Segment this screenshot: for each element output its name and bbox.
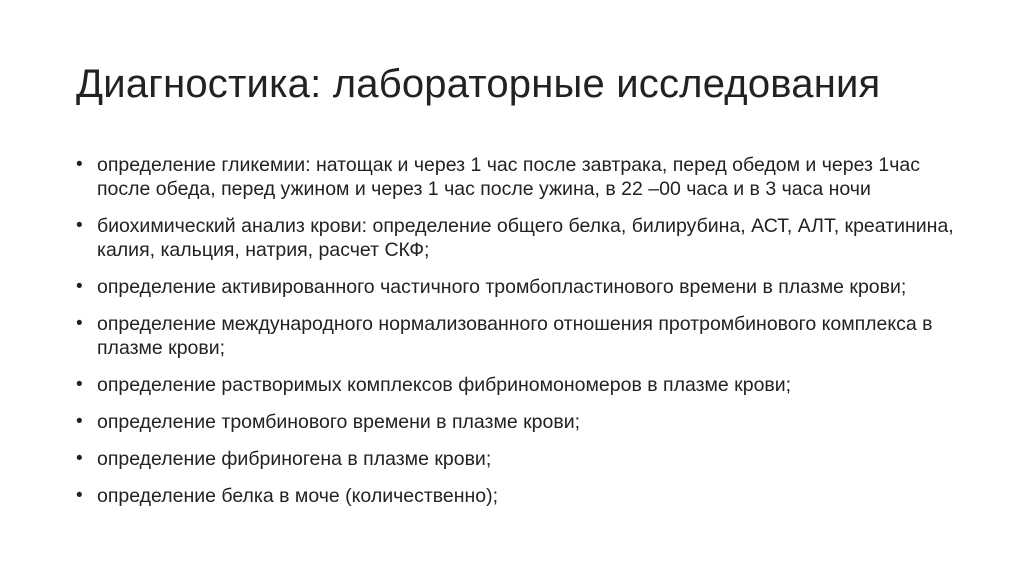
slide-title: Диагностика: лабораторные исследования [76, 62, 881, 106]
bullet-icon: • [76, 154, 83, 175]
bullet-text: определение фибриногена в плазме крови; [97, 448, 492, 470]
bullet-icon: • [76, 448, 83, 469]
bullet-text: определение растворимых комплексов фибриномономеров в плазме крови; [97, 374, 792, 396]
bullet-icon: • [76, 215, 83, 236]
bullet-icon: • [76, 411, 83, 432]
bullet-item [76, 447, 956, 471]
bullet-icon: • [76, 374, 83, 395]
bullet-icon: • [76, 313, 83, 334]
bullet-item [76, 484, 956, 508]
bullet-item [76, 373, 956, 397]
bullet-text: определение международного нормализованного отношения протромбинового комплекса в плазме крови; [97, 313, 933, 359]
bullet-icon: • [76, 485, 83, 506]
bullet-text: биохимический анализ крови: определение общего белка, билирубина, АСТ, АЛТ, креатинина, калия, кальция, натрия, расчет СКФ; [97, 215, 954, 261]
bullet-item [76, 312, 956, 360]
bullet-item [76, 153, 956, 201]
bullet-item [76, 275, 956, 299]
bullet-text: определение гликемии: натощак и через 1 час после завтрака, перед обедом и через 1час после обеда, перед ужином и через 1 час после ужина, в 22 –00 часа и в 3 часа ночи [97, 154, 920, 200]
bullet-icon: • [76, 276, 83, 297]
bullet-text: определение тромбинового времени в плазме крови; [97, 411, 581, 433]
bullet-text: определение белка в моче (количественно); [97, 485, 499, 507]
bullet-list [76, 153, 956, 521]
bullet-item [76, 214, 956, 262]
bullet-item [76, 410, 956, 434]
bullet-text: определение активированного частичного тромбопластинового времени в плазме крови; [97, 276, 907, 298]
